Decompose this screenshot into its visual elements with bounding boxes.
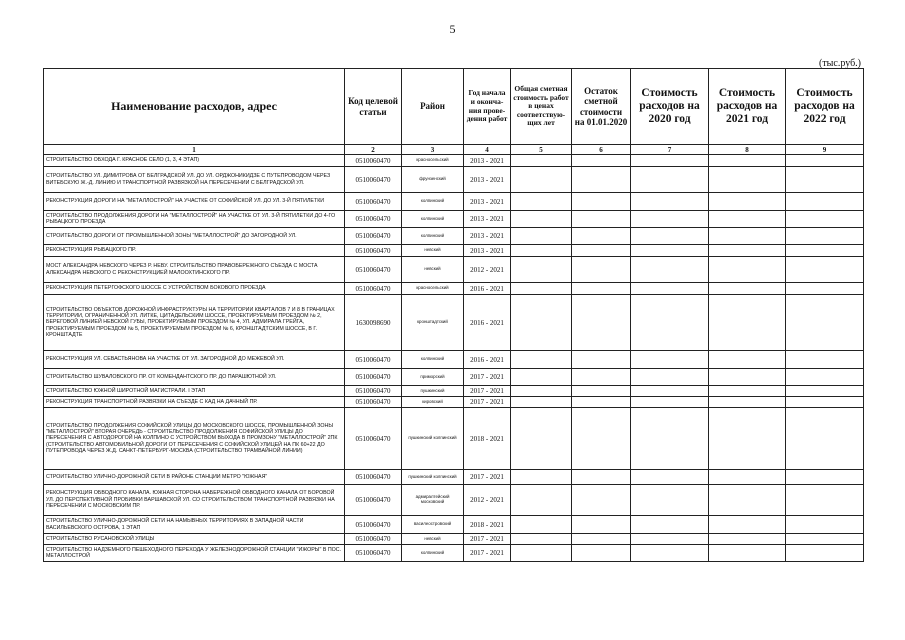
- table-row: [44, 351, 864, 369]
- row-name: РЕКОНСТРУКЦИЯ ПЕТЕРГОФСКОГО ШОССЕ С УСТРОЙСТВОМ БОКОВОГО ПРОЕЗДА: [44, 283, 345, 295]
- table-row: [44, 167, 864, 193]
- header-cost-2020: Стоимость расходов на 2020 год: [631, 69, 709, 145]
- row-cell: [786, 257, 864, 283]
- row-cell: [631, 369, 709, 386]
- row-cell: [572, 516, 631, 534]
- row-cell: [709, 295, 786, 351]
- row-cell: [511, 167, 572, 193]
- row-district: приморский: [402, 369, 464, 386]
- column-number: 8: [709, 145, 786, 155]
- row-name: СТРОИТЕЛЬСТВО ДОРОГИ ОТ ПРОМЫШЛЕННОЙ ЗОНЫ "МЕТАЛЛОСТРОЙ" ДО ЗАГОРОДНОЙ УЛ.: [44, 228, 345, 245]
- row-years: 2017 - 2021: [464, 545, 511, 562]
- row-cell: [572, 295, 631, 351]
- row-cell: [709, 534, 786, 545]
- row-years: 2012 - 2021: [464, 485, 511, 516]
- row-district: пушкинский колпинский: [402, 408, 464, 470]
- row-cell: [572, 397, 631, 408]
- row-cell: [709, 545, 786, 562]
- row-cell: [631, 245, 709, 257]
- table-row: [44, 193, 864, 211]
- column-number: 4: [464, 145, 511, 155]
- row-name: СТРОИТЕЛЬСТВО ПРОДОЛЖЕНИЯ ДОРОГИ НА "МЕТАЛЛОСТРОЙ" НА УЧАСТКЕ ОТ УЛ. 3-Й ПЯТИЛЕТКИ ДО 4-ГО РЫБАЦКОГО ПРОЕЗДА: [44, 211, 345, 228]
- row-cell: [572, 167, 631, 193]
- row-cell: [511, 245, 572, 257]
- row-district: пушкинский колпинский: [402, 470, 464, 485]
- row-code: 0510060470: [345, 470, 402, 485]
- row-district: колпинский: [402, 545, 464, 562]
- row-cell: [511, 283, 572, 295]
- row-cell: [786, 386, 864, 397]
- row-name: СТРОИТЕЛЬСТВО ЮЖНОЙ ШИРОТНОЙ МАГИСТРАЛИ. I ЭТАП: [44, 386, 345, 397]
- row-cell: [572, 211, 631, 228]
- row-cell: [631, 211, 709, 228]
- row-cell: [786, 295, 864, 351]
- row-code: 1630098690: [345, 295, 402, 351]
- row-cell: [511, 155, 572, 167]
- row-cell: [709, 211, 786, 228]
- row-years: 2016 - 2021: [464, 283, 511, 295]
- table-row: [44, 516, 864, 534]
- row-cell: [511, 516, 572, 534]
- row-code: 0510060470: [345, 534, 402, 545]
- row-cell: [511, 545, 572, 562]
- row-cell: [631, 167, 709, 193]
- row-cell: [511, 369, 572, 386]
- row-years: 2013 - 2021: [464, 193, 511, 211]
- row-cell: [572, 485, 631, 516]
- row-cell: [511, 257, 572, 283]
- row-cell: [631, 257, 709, 283]
- row-district: красносельский: [402, 283, 464, 295]
- row-cell: [786, 485, 864, 516]
- row-years: 2018 - 2021: [464, 408, 511, 470]
- row-code: 0510060470: [345, 545, 402, 562]
- row-cell: [511, 470, 572, 485]
- row-cell: [709, 245, 786, 257]
- row-cell: [511, 193, 572, 211]
- units-label: (тыс.руб.): [818, 58, 861, 69]
- row-cell: [511, 408, 572, 470]
- row-district: невский: [402, 534, 464, 545]
- row-name: СТРОИТЕЛЬСТВО ОБХОДА Г. КРАСНОЕ СЕЛО (1, 3, 4 ЭТАП): [44, 155, 345, 167]
- column-number: 5: [511, 145, 572, 155]
- header-code: Код целевой статьи: [345, 69, 402, 145]
- row-cell: [786, 470, 864, 485]
- row-code: 0510060470: [345, 193, 402, 211]
- table-row: [44, 228, 864, 245]
- column-number: 1: [44, 145, 345, 155]
- row-cell: [786, 545, 864, 562]
- table-row: [44, 408, 864, 470]
- row-cell: [631, 485, 709, 516]
- row-cell: [631, 295, 709, 351]
- header-cost-2022: Стоимость расходов на 2022 год: [786, 69, 864, 145]
- row-cell: [709, 257, 786, 283]
- table-row: [44, 386, 864, 397]
- row-years: 2016 - 2021: [464, 295, 511, 351]
- row-cell: [709, 408, 786, 470]
- row-cell: [572, 386, 631, 397]
- row-cell: [572, 283, 631, 295]
- row-name: СТРОИТЕЛЬСТВО ШУВАЛОВСКОГО ПР. ОТ КОМЕНДАНТСКОГО ПР. ДО ПАРАШЮТНОЙ УЛ.: [44, 369, 345, 386]
- row-cell: [572, 245, 631, 257]
- row-cell: [786, 283, 864, 295]
- table-row: [44, 485, 864, 516]
- row-years: 2013 - 2021: [464, 245, 511, 257]
- row-district: красносельский: [402, 155, 464, 167]
- row-cell: [572, 470, 631, 485]
- row-name: РЕКОНСТРУКЦИЯ ОБВОДНОГО КАНАЛА. ЮЖНАЯ СТОРОНА НАБЕРЕЖНОЙ ОБВОДНОГО КАНАЛА ОТ БОРОВОЙ УЛ. ДО ПЕРСПЕКТИВНОЙ ПРОБИВКИ ВАРШАВСКОЙ УЛ. СО СТРОИТЕЛЬСТВОМ ТРАНСПОРТНОЙ РАЗВЯЗКИ НА ПЕРЕСЕЧЕНИИ С МОСКОВСКИМ ПР.: [44, 485, 345, 516]
- row-cell: [511, 211, 572, 228]
- table-row: [44, 155, 864, 167]
- row-code: 0510060470: [345, 485, 402, 516]
- row-code: 0510060470: [345, 369, 402, 386]
- header-name: Наименование расходов, адрес: [44, 69, 345, 145]
- row-name: РЕКОНСТРУКЦИЯ ТРАНСПОРТНОЙ РАЗВЯЗКИ НА СЪЕЗДЕ С КАД НА ДАЧНЫЙ ПР.: [44, 397, 345, 408]
- row-cell: [786, 516, 864, 534]
- column-number-row: [44, 145, 864, 155]
- row-code: 0510060470: [345, 516, 402, 534]
- row-cell: [572, 369, 631, 386]
- row-name: РЕКОНСТРУКЦИЯ УЛ. СЕВАСТЬЯНОВА НА УЧАСТКЕ ОТ УЛ. ЗАГОРОДНОЙ ДО МЕЖЕВОЙ УЛ.: [44, 351, 345, 369]
- row-cell: [631, 534, 709, 545]
- row-district: колпинский: [402, 211, 464, 228]
- row-cell: [631, 283, 709, 295]
- row-code: 0510060470: [345, 228, 402, 245]
- row-cell: [786, 369, 864, 386]
- row-years: 2017 - 2021: [464, 534, 511, 545]
- row-name: СТРОИТЕЛЬСТВО ОБЪЕКТОВ ДОРОЖНОЙ ИНФРАСТРУКТУРЫ НА ТЕРРИТОРИИ КВАРТАЛОВ 7 И 8 В ГРАНИЦАХ ТЕРРИТОРИИ, ОГРАНИЧЕННОЙ УЛ. ЛИТКЕ, ЦИТАДЕЛЬСКИМ ШОССЕ, ПРОЕКТИРУЕМЫМ ПРОЕЗДОМ № 2, БЕРЕГОВОЙ ЛИНИЕЙ НЕВСКОЙ ГУБЫ, ПРОЕКТИРУЕМЫМ ПРОЕЗДОМ № 4, УЛ. АДМИРАЛА ГРЕЙГА, ПРОЕКТИРУЕМЫМ ПРОЕЗДОМ № 5, ПРОЕКТИРУЕМЫМ ПРОЕЗДОМ № 6, КРОНШТАДТСКИМ ШОССЕ, В Г. КРОНШТАДТЕ: [44, 295, 345, 351]
- row-years: 2017 - 2021: [464, 369, 511, 386]
- row-district: невский: [402, 245, 464, 257]
- row-name: СТРОИТЕЛЬСТВО УЛИЧНО-ДОРОЖНОЙ СЕТИ В РАЙОНЕ СТАНЦИИ МЕТРО "ЮЖНАЯ": [44, 470, 345, 485]
- row-district: колпинский: [402, 193, 464, 211]
- row-cell: [709, 470, 786, 485]
- row-cell: [511, 397, 572, 408]
- row-district: фрунзенский: [402, 167, 464, 193]
- row-district: кировский: [402, 397, 464, 408]
- row-district: невский: [402, 257, 464, 283]
- row-name: МОСТ АЛЕКСАНДРА НЕВСКОГО ЧЕРЕЗ Р. НЕВУ. СТРОИТЕЛЬСТВО ПРАВОБЕРЕЖНОГО СЪЕЗДА С МОСТА АЛЕКСАНДРА НЕВСКОГО С РЕКОНСТРУКЦИЕЙ МАЛООХТИНСКОГО ПР.: [44, 257, 345, 283]
- header-remaining-cost: Остаток сметной стоимости на 01.01.2020: [572, 69, 631, 145]
- row-cell: [709, 369, 786, 386]
- table-row: [44, 283, 864, 295]
- row-cell: [786, 193, 864, 211]
- row-years: 2013 - 2021: [464, 167, 511, 193]
- row-name: СТРОИТЕЛЬСТВО ПРОДОЛЖЕНИЯ СОФИЙСКОЙ УЛИЦЫ ДО МОСКОВСКОГО ШОССЕ, ПРОМЫШЛЕННОЙ ЗОНЫ "МЕТАЛЛОСТРОЙ" ВТОРАЯ ОЧЕРЕДЬ - СТРОИТЕЛЬСТВО ПРОДОЛЖЕНИЯ СОФИЙСКОЙ УЛИЦЫ ДО ПЕРЕСЕЧЕНИЯ С АВТОДОРОГОЙ НА КОЛПИНО С УСТРОЙСТВОМ ВЫХОДА В ПРОМЗОНУ "МЕТАЛЛОСТРОЙ" 2ПК (СТРОИТЕЛЬСТВО АВТОМОБИЛЬНОЙ ДОРОГИ ОТ ПЕРЕСЕЧЕНИЯ С СОФИЙСКОЙ УЛИЦЕЙ НА ПК 60+22 ДО ПУТЕПРОВОДА ЧЕРЕЗ Ж.Д. САНКТ-ПЕТЕРБУРГ-МОСКВА (СТРОИТЕЛЬСТВО ТРАМВАЙНОЙ ЛИНИИ): [44, 408, 345, 470]
- table-row: [44, 545, 864, 562]
- row-cell: [786, 534, 864, 545]
- row-cell: [511, 351, 572, 369]
- row-code: 0510060470: [345, 155, 402, 167]
- row-cell: [786, 228, 864, 245]
- row-years: 2017 - 2021: [464, 397, 511, 408]
- table-row: [44, 470, 864, 485]
- row-code: 0510060470: [345, 386, 402, 397]
- row-cell: [572, 257, 631, 283]
- column-number: 7: [631, 145, 709, 155]
- table-row: [44, 257, 864, 283]
- row-cell: [709, 193, 786, 211]
- row-code: 0510060470: [345, 167, 402, 193]
- row-name: СТРОИТЕЛЬСТВО УЛ. ДИМИТРОВА ОТ БЕЛГРАДСКОЙ УЛ. ДО УЛ. ОРДЖОНИКИДЗЕ С ПУТЕПРОВОДОМ ЧЕРЕЗ ВИТЕБСКУЮ Ж.-Д. ЛИНИЮ И ТРАНСПОРТНОЙ РАЗВЯЗКОЙ НА ПЕРЕСЕЧЕНИИ С БЕЛГРАДСКОЙ УЛ.: [44, 167, 345, 193]
- row-cell: [572, 534, 631, 545]
- row-cell: [572, 228, 631, 245]
- row-cell: [572, 351, 631, 369]
- row-years: 2016 - 2021: [464, 351, 511, 369]
- row-cell: [572, 545, 631, 562]
- row-years: 2013 - 2021: [464, 228, 511, 245]
- row-cell: [631, 351, 709, 369]
- row-district: кронштадтский: [402, 295, 464, 351]
- row-cell: [709, 397, 786, 408]
- table-row: [44, 397, 864, 408]
- table-row: [44, 211, 864, 228]
- row-cell: [709, 516, 786, 534]
- row-cell: [786, 351, 864, 369]
- row-name: СТРОИТЕЛЬСТВО НАДЗЕМНОГО ПЕШЕХОДНОГО ПЕРЕХОДА У ЖЕЛЕЗНОДОРОЖНОЙ СТАНЦИИ "ИЖОРЫ" В ПОС. МЕТАЛЛОСТРОЙ: [44, 545, 345, 562]
- row-code: 0510060470: [345, 283, 402, 295]
- row-years: 2018 - 2021: [464, 516, 511, 534]
- page-number: 5: [449, 22, 456, 36]
- row-years: 2013 - 2021: [464, 211, 511, 228]
- row-cell: [786, 408, 864, 470]
- header-years: Год начала и оконча-ния прове-дения работ: [464, 69, 511, 145]
- row-cell: [572, 193, 631, 211]
- row-district: колпинский: [402, 351, 464, 369]
- row-cell: [631, 193, 709, 211]
- row-cell: [709, 386, 786, 397]
- table-row: [44, 534, 864, 545]
- row-years: 2017 - 2021: [464, 470, 511, 485]
- header-total-cost: Общая сметная стоимость работ в ценах соответствую-щих лет: [511, 69, 572, 145]
- row-cell: [709, 283, 786, 295]
- header-district: Район: [402, 69, 464, 145]
- table-row: [44, 295, 864, 351]
- row-cell: [709, 351, 786, 369]
- row-cell: [511, 228, 572, 245]
- row-cell: [511, 534, 572, 545]
- column-number: 2: [345, 145, 402, 155]
- row-cell: [786, 397, 864, 408]
- row-cell: [786, 155, 864, 167]
- row-cell: [631, 408, 709, 470]
- column-number: 9: [786, 145, 864, 155]
- table-row: [44, 245, 864, 257]
- row-name: СТРОИТЕЛЬСТВО РУСАНОВСКОЙ УЛИЦЫ: [44, 534, 345, 545]
- row-name: РЕКОНСТРУКЦИЯ ДОРОГИ НА "МЕТАЛЛОСТРОЙ" НА УЧАСТКЕ ОТ СОФИЙСКОЙ УЛ. ДО УЛ. 3-Й ПЯТИЛЕТКИ: [44, 193, 345, 211]
- row-cell: [572, 408, 631, 470]
- row-cell: [631, 228, 709, 245]
- row-years: 2017 - 2021: [464, 386, 511, 397]
- row-cell: [709, 485, 786, 516]
- row-cell: [511, 295, 572, 351]
- row-code: 0510060470: [345, 211, 402, 228]
- column-number: 6: [572, 145, 631, 155]
- row-cell: [511, 485, 572, 516]
- row-name: СТРОИТЕЛЬСТВО УЛИЧНО-ДОРОЖНОЙ СЕТИ НА НАМЫВНЫХ ТЕРРИТОРИЯХ В ЗАПАДНОЙ ЧАСТИ ВАСИЛЬЕВСКОГО ОСТРОВА, 1 ЭТАП: [44, 516, 345, 534]
- row-code: 0510060470: [345, 351, 402, 369]
- row-cell: [786, 245, 864, 257]
- row-cell: [709, 228, 786, 245]
- row-cell: [631, 386, 709, 397]
- row-district: колпинский: [402, 228, 464, 245]
- row-cell: [786, 167, 864, 193]
- row-cell: [631, 397, 709, 408]
- row-cell: [631, 155, 709, 167]
- row-code: 0510060470: [345, 257, 402, 283]
- row-years: 2013 - 2021: [464, 155, 511, 167]
- row-years: 2012 - 2021: [464, 257, 511, 283]
- row-cell: [631, 470, 709, 485]
- row-code: 0510060470: [345, 245, 402, 257]
- row-name: РЕКОНСТРУКЦИЯ РЫБАЦКОГО ПР.: [44, 245, 345, 257]
- row-cell: [709, 167, 786, 193]
- row-cell: [631, 545, 709, 562]
- row-district: пушкинский: [402, 386, 464, 397]
- row-code: 0510060470: [345, 397, 402, 408]
- header-cost-2021: Стоимость расходов на 2021 год: [709, 69, 786, 145]
- row-cell: [631, 516, 709, 534]
- row-district: василеостровский: [402, 516, 464, 534]
- row-code: 0510060470: [345, 408, 402, 470]
- table-row: [44, 369, 864, 386]
- column-number: 3: [402, 145, 464, 155]
- row-cell: [786, 211, 864, 228]
- row-cell: [572, 155, 631, 167]
- row-cell: [709, 155, 786, 167]
- budget-table: [43, 68, 864, 562]
- row-district: адмиралтейский московский: [402, 485, 464, 516]
- row-cell: [511, 386, 572, 397]
